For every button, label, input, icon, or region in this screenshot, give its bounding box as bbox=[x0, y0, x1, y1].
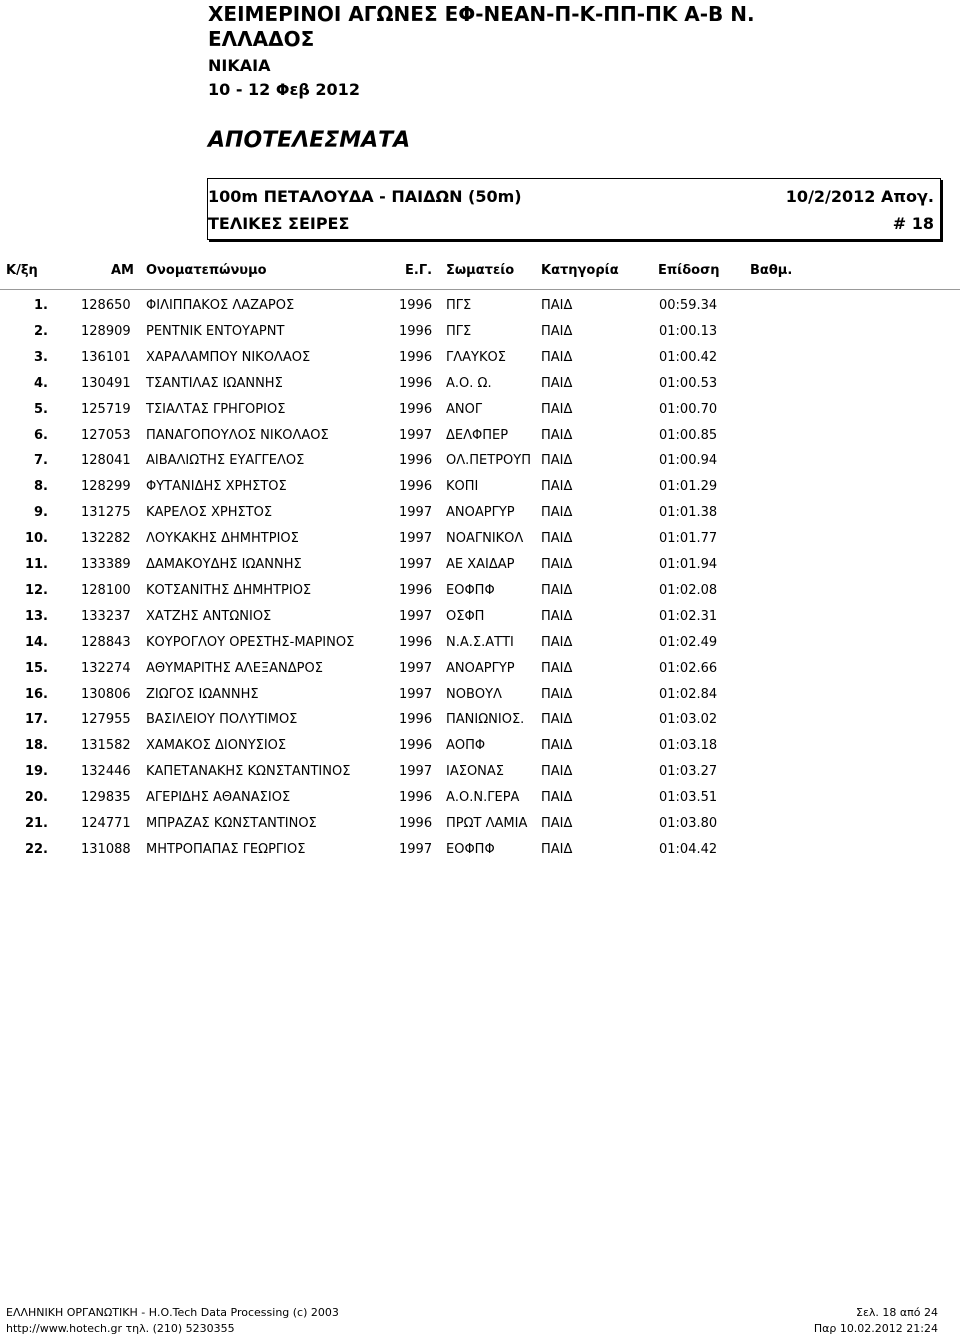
cell-rank: 18. bbox=[24, 738, 48, 754]
col-header-rank: Κ/ξη bbox=[6, 263, 38, 278]
cell-am: 125719 bbox=[81, 401, 131, 417]
table-row bbox=[0, 710, 960, 730]
cell-category: ΠΑΙΔ bbox=[541, 505, 573, 521]
table-row bbox=[0, 296, 960, 316]
cell-club: ΓΛΑΥΚΟΣ bbox=[446, 349, 506, 365]
cell-am: 129835 bbox=[81, 790, 131, 806]
cell-rank: 10. bbox=[24, 531, 48, 547]
table-row bbox=[0, 451, 960, 471]
cell-name: ΡΕΝΤΝΙΚ ΕΝΤΟΥΑΡΝΤ bbox=[146, 323, 285, 339]
cell-year: 1996 bbox=[399, 738, 433, 754]
cell-am: 127955 bbox=[81, 712, 131, 728]
footer-company: ΕΛΛΗΝΙΚΗ ΟΡΓΑΝΩΤΙΚΗ - Η.Ο.Tech Data Processing (c) 2003 bbox=[6, 1306, 339, 1319]
table-row bbox=[0, 374, 960, 394]
footer-printed: Παρ 10.02.2012 21:24 bbox=[813, 1322, 938, 1335]
cell-club: ΝΟΒΟΥΛ bbox=[446, 686, 502, 702]
cell-am: 128041 bbox=[81, 453, 131, 469]
cell-name: ΜΗΤΡΟΠΑΠΑΣ ΓΕΩΡΓΙΟΣ bbox=[146, 841, 306, 857]
cell-time: 01:01.38 bbox=[659, 505, 718, 521]
cell-club: ΑΟΠΦ bbox=[446, 738, 486, 754]
cell-club: Α.Ο. Ω. bbox=[446, 375, 492, 391]
cell-rank: 11. bbox=[24, 557, 48, 572]
cell-club: ΠΓΣ bbox=[446, 323, 472, 339]
cell-year: 1996 bbox=[399, 349, 433, 365]
cell-name: ΑΘΥΜΑΡΙΤΗΣ ΑΛΕΞΑΝΔΡΟΣ bbox=[146, 660, 323, 676]
cell-year: 1997 bbox=[399, 608, 433, 624]
table-row bbox=[0, 788, 960, 808]
cell-name: ΧΑΡΑΛΑΜΠΟΥ ΝΙΚΟΛΑΟΣ bbox=[146, 349, 311, 365]
cell-category: ΠΑΙΔ bbox=[541, 790, 573, 806]
cell-name: ΚΑΡΕΛΟΣ ΧΡΗΣΤΟΣ bbox=[146, 505, 273, 521]
cell-category: ΠΑΙΔ bbox=[541, 738, 573, 754]
cell-time: 01:01.29 bbox=[659, 479, 718, 495]
cell-time: 01:02.49 bbox=[659, 634, 718, 650]
cell-year: 1997 bbox=[399, 841, 433, 857]
meet-dates: 10 - 12 Φεβ 2012 bbox=[208, 80, 360, 99]
cell-am: 136101 bbox=[81, 349, 131, 365]
cell-rank: 22. bbox=[24, 841, 48, 857]
cell-name: ΧΑΤΖΗΣ ΑΝΤΩΝΙΟΣ bbox=[146, 608, 272, 624]
cell-am: 128299 bbox=[81, 479, 131, 495]
cell-club: ΔΕΛΦΠΕΡ bbox=[446, 427, 509, 443]
cell-time: 01:01.94 bbox=[659, 557, 718, 572]
meet-venue: ΝΙΚΑΙΑ bbox=[208, 56, 271, 75]
cell-am: 128100 bbox=[81, 582, 131, 598]
cell-category: ΠΑΙΔ bbox=[541, 686, 573, 702]
cell-club: ΠΓΣ bbox=[446, 298, 472, 313]
cell-time: 01:00.13 bbox=[659, 323, 718, 339]
table-row bbox=[0, 400, 960, 420]
cell-am: 133389 bbox=[81, 557, 131, 572]
cell-am: 128909 bbox=[81, 323, 131, 339]
cell-name: ΑΙΒΑΛΙΩΤΗΣ ΕΥΑΓΓΕΛΟΣ bbox=[146, 453, 305, 469]
cell-am: 132274 bbox=[81, 660, 131, 676]
cell-name: ΚΟΤΣΑΝΙΤΗΣ ΔΗΜΗΤΡΙΟΣ bbox=[146, 582, 312, 598]
cell-rank: 16. bbox=[24, 686, 48, 702]
cell-name: ΖΙΩΓΟΣ ΙΩΑΝΝΗΣ bbox=[146, 686, 259, 702]
cell-time: 01:03.18 bbox=[659, 738, 718, 754]
cell-rank: 6. bbox=[34, 427, 48, 443]
cell-time: 01:00.53 bbox=[659, 375, 718, 391]
cell-rank: 8. bbox=[34, 479, 48, 495]
cell-category: ΠΑΙΔ bbox=[541, 479, 573, 495]
header-divider bbox=[0, 289, 960, 290]
results-title: ΑΠΟΤΕΛΕΣΜΑΤΑ bbox=[208, 128, 411, 153]
cell-category: ΠΑΙΔ bbox=[541, 634, 573, 650]
cell-am: 132446 bbox=[81, 764, 131, 780]
cell-am: 131275 bbox=[81, 505, 131, 521]
cell-name: ΚΟΥΡΟΓΛΟΥ ΟΡΕΣΤΗΣ-ΜΑΡΙΝΟΣ bbox=[146, 634, 355, 650]
col-header-club: Σωματείο bbox=[446, 263, 515, 278]
cell-club: Α.Ο.Ν.ΓΕΡΑ bbox=[446, 790, 520, 806]
cell-category: ΠΑΙΔ bbox=[541, 349, 573, 365]
cell-year: 1996 bbox=[399, 582, 433, 598]
table-row bbox=[0, 633, 960, 653]
col-header-time: Επίδοση bbox=[658, 263, 720, 278]
cell-name: ΑΓΕΡΙΔΗΣ ΑΘΑΝΑΣΙΟΣ bbox=[146, 790, 291, 806]
cell-time: 01:02.08 bbox=[659, 582, 718, 598]
cell-club: ΑΝΟΑΡΓΥΡ bbox=[446, 660, 515, 676]
cell-time: 01:00.85 bbox=[659, 427, 718, 443]
cell-club: Ν.Α.Σ.ΑΤΤΙ bbox=[446, 634, 514, 650]
cell-club: ΟΛ.ΠΕΤΡΟΥΠ bbox=[446, 453, 531, 469]
cell-am: 124771 bbox=[81, 816, 131, 831]
cell-am: 128650 bbox=[81, 298, 131, 313]
event-number: # 18 bbox=[892, 214, 934, 233]
col-header-category: Κατηγορία bbox=[541, 263, 619, 278]
cell-rank: 2. bbox=[34, 323, 48, 339]
table-row bbox=[0, 685, 960, 705]
cell-time: 01:03.27 bbox=[659, 764, 718, 780]
cell-name: ΔΑΜΑΚΟΥΔΗΣ ΙΩΑΝΝΗΣ bbox=[146, 557, 302, 572]
cell-name: ΠΑΝΑΓΟΠΟΥΛΟΣ ΝΙΚΟΛΑΟΣ bbox=[146, 427, 329, 443]
cell-year: 1997 bbox=[399, 531, 433, 547]
cell-time: 01:03.51 bbox=[659, 790, 718, 806]
event-session: 10/2/2012 Απογ. bbox=[785, 187, 934, 206]
cell-rank: 7. bbox=[34, 453, 48, 469]
cell-rank: 4. bbox=[34, 375, 48, 391]
cell-name: ΦΥΤΑΝΙΔΗΣ ΧΡΗΣΤΟΣ bbox=[146, 479, 287, 495]
table-row bbox=[0, 322, 960, 342]
cell-club: ΝΟΑΓΝΙΚΟΛ bbox=[446, 531, 524, 547]
table-row bbox=[0, 607, 960, 627]
cell-club: ΕΟΦΠΦ bbox=[446, 582, 495, 598]
cell-category: ΠΑΙΔ bbox=[541, 608, 573, 624]
cell-club: ΟΣΦΠ bbox=[446, 608, 485, 624]
cell-year: 1996 bbox=[399, 298, 433, 313]
cell-time: 01:00.42 bbox=[659, 349, 718, 365]
table-row bbox=[0, 840, 960, 860]
table-row bbox=[0, 529, 960, 549]
event-name: 100m ΠΕΤΑΛΟΥΔΑ - ΠΑΙΔΩΝ (50m) bbox=[208, 187, 522, 206]
cell-rank: 20. bbox=[24, 790, 48, 806]
cell-year: 1997 bbox=[399, 505, 433, 521]
table-row bbox=[0, 581, 960, 601]
cell-year: 1997 bbox=[399, 660, 433, 676]
cell-name: ΛΟΥΚΑΚΗΣ ΔΗΜΗΤΡΙΟΣ bbox=[146, 531, 299, 547]
col-header-points: Βαθμ. bbox=[750, 263, 793, 278]
cell-am: 130491 bbox=[81, 375, 131, 391]
cell-category: ΠΑΙΔ bbox=[541, 453, 573, 469]
cell-am: 131582 bbox=[81, 738, 131, 754]
cell-time: 01:04.42 bbox=[659, 841, 718, 857]
cell-name: ΧΑΜΑΚΟΣ ΔΙΟΝΥΣΙΟΣ bbox=[146, 738, 287, 754]
table-row bbox=[0, 555, 960, 575]
cell-am: 127053 bbox=[81, 427, 131, 443]
cell-category: ΠΑΙΔ bbox=[541, 427, 573, 443]
cell-year: 1997 bbox=[399, 427, 433, 443]
event-box bbox=[207, 178, 941, 240]
cell-name: ΤΣΑΝΤΙΛΑΣ ΙΩΑΝΝΗΣ bbox=[146, 375, 283, 391]
cell-year: 1997 bbox=[399, 686, 433, 702]
cell-category: ΠΑΙΔ bbox=[541, 298, 573, 313]
cell-club: ΑΝΟΓ bbox=[446, 401, 483, 417]
cell-name: ΜΠΡΑΖΑΣ ΚΩΝΣΤΑΝΤΙΝΟΣ bbox=[146, 816, 317, 831]
cell-category: ΠΑΙΔ bbox=[541, 660, 573, 676]
cell-rank: 17. bbox=[24, 712, 48, 728]
cell-year: 1996 bbox=[399, 790, 433, 806]
cell-rank: 12. bbox=[24, 582, 48, 598]
cell-name: ΚΑΠΕΤΑΝΑΚΗΣ ΚΩΝΣΤΑΝΤΙΝΟΣ bbox=[146, 764, 351, 780]
cell-year: 1996 bbox=[399, 816, 433, 831]
cell-time: 00:59.34 bbox=[659, 298, 718, 313]
cell-club: ΠΡΩΤ ΛΑΜΙΑ bbox=[446, 816, 528, 831]
cell-category: ΠΑΙΔ bbox=[541, 841, 573, 857]
col-header-am: ΑΜ bbox=[111, 263, 134, 278]
cell-category: ΠΑΙΔ bbox=[541, 557, 573, 572]
cell-category: ΠΑΙΔ bbox=[541, 323, 573, 339]
cell-category: ΠΑΙΔ bbox=[541, 816, 573, 831]
table-row bbox=[0, 348, 960, 368]
cell-year: 1996 bbox=[399, 323, 433, 339]
cell-year: 1996 bbox=[399, 453, 433, 469]
cell-rank: 19. bbox=[24, 764, 48, 780]
cell-club: ΕΟΦΠΦ bbox=[446, 841, 495, 857]
table-row bbox=[0, 503, 960, 523]
event-round: ΤΕΛΙΚΕΣ ΣΕΙΡΕΣ bbox=[208, 214, 350, 233]
cell-year: 1997 bbox=[399, 764, 433, 780]
cell-year: 1996 bbox=[399, 712, 433, 728]
cell-category: ΠΑΙΔ bbox=[541, 712, 573, 728]
cell-name: ΤΣΙΑΛΤΑΣ ΓΡΗΓΟΡΙΟΣ bbox=[146, 401, 286, 417]
cell-name: ΦΙΛΙΠΠΑΚΟΣ ΛΑΖΑΡΟΣ bbox=[146, 298, 295, 313]
col-header-year: Ε.Γ. bbox=[405, 263, 433, 278]
cell-time: 01:00.94 bbox=[659, 453, 718, 469]
cell-category: ΠΑΙΔ bbox=[541, 764, 573, 780]
cell-rank: 14. bbox=[24, 634, 48, 650]
cell-year: 1996 bbox=[399, 401, 433, 417]
table-row bbox=[0, 736, 960, 756]
cell-club: ΚΟΠΙ bbox=[446, 479, 479, 495]
cell-am: 131088 bbox=[81, 841, 131, 857]
meet-title-line2: ΕΛΛΑΔΟΣ bbox=[208, 27, 315, 51]
cell-am: 130806 bbox=[81, 686, 131, 702]
cell-time: 01:02.84 bbox=[659, 686, 718, 702]
table-row bbox=[0, 426, 960, 446]
cell-year: 1996 bbox=[399, 479, 433, 495]
cell-time: 01:02.31 bbox=[659, 608, 718, 624]
cell-rank: 1. bbox=[34, 298, 48, 313]
cell-rank: 13. bbox=[24, 608, 48, 624]
cell-rank: 9. bbox=[34, 505, 48, 521]
cell-time: 01:00.70 bbox=[659, 401, 718, 417]
cell-am: 133237 bbox=[81, 608, 131, 624]
table-row bbox=[0, 659, 960, 679]
cell-club: ΑΕ ΧΑΙΔΑΡ bbox=[446, 557, 515, 572]
col-header-name: Ονοματεπώνυμο bbox=[146, 263, 267, 278]
cell-year: 1996 bbox=[399, 634, 433, 650]
cell-time: 01:03.02 bbox=[659, 712, 718, 728]
cell-rank: 21. bbox=[24, 816, 48, 831]
cell-rank: 15. bbox=[24, 660, 48, 676]
cell-am: 128843 bbox=[81, 634, 131, 650]
cell-time: 01:01.77 bbox=[659, 531, 718, 547]
table-row bbox=[0, 762, 960, 782]
cell-name: ΒΑΣΙΛΕΙΟΥ ΠΟΛΥΤΙΜΟΣ bbox=[146, 712, 298, 728]
cell-rank: 5. bbox=[34, 401, 48, 417]
cell-time: 01:02.66 bbox=[659, 660, 718, 676]
table-row bbox=[0, 477, 960, 497]
cell-category: ΠΑΙΔ bbox=[541, 582, 573, 598]
cell-club: ΑΝΟΑΡΓΥΡ bbox=[446, 505, 515, 521]
meet-title-line1: ΧΕΙΜΕΡΙΝΟΙ ΑΓΩΝΕΣ ΕΦ-ΝΕΑΝ-Π-Κ-ΠΠ-ΠΚ Α-Β Ν. bbox=[208, 2, 755, 26]
cell-year: 1996 bbox=[399, 375, 433, 391]
cell-am: 132282 bbox=[81, 531, 131, 547]
footer-page: Σελ. 18 από 24 bbox=[856, 1306, 938, 1319]
cell-club: ΙΑΣΟΝΑΣ bbox=[446, 764, 505, 780]
cell-category: ΠΑΙΔ bbox=[541, 531, 573, 547]
cell-club: ΠΑΝΙΩΝΙΟΣ. bbox=[446, 712, 525, 728]
cell-time: 01:03.80 bbox=[659, 816, 718, 831]
cell-category: ΠΑΙΔ bbox=[541, 401, 573, 417]
footer-contact: http://www.hotech.gr τηλ. (210) 5230355 bbox=[6, 1322, 235, 1335]
cell-rank: 3. bbox=[34, 349, 48, 365]
cell-category: ΠΑΙΔ bbox=[541, 375, 573, 391]
cell-year: 1997 bbox=[399, 557, 433, 572]
table-row bbox=[0, 814, 960, 834]
